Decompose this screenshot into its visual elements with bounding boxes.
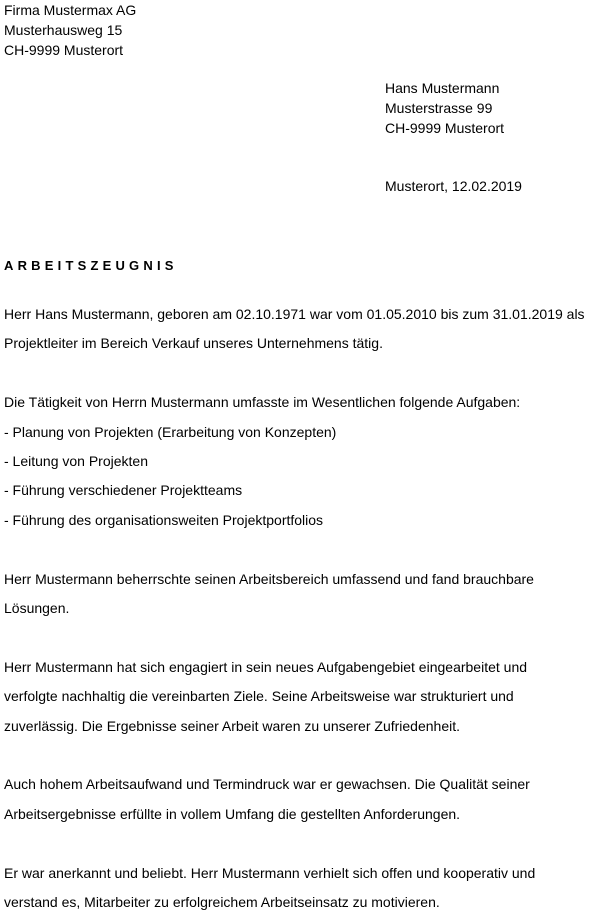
task-item: - Führung verschiedener Projektteams (4, 482, 243, 499)
text-line: Er war anerkannt und beliebt. Herr Mustermann verhielt sich offen und kooperativ und (4, 864, 536, 881)
text-line: Herr Hans Mustermann, geboren am 02.10.1971 war vom 01.05.2010 bis zum 31.01.2019 als (4, 306, 585, 322)
recipient-name: Hans Mustermann (385, 80, 500, 96)
tasks-heading: Die Tätigkeit von Herrn Mustermann umfasste im Wesentlichen folgende Aufgaben: (4, 394, 521, 411)
text-line: zuverlässig. Die Ergebnisse seiner Arbeit waren zu unserer Zufriedenheit. (4, 717, 461, 734)
text-line: verfolgte nachhaltig die vereinbarten Ziele. Seine Arbeitsweise war strukturiert und (4, 688, 514, 705)
text-line: Herr Mustermann beherrschte seinen Arbeitsbereich umfassend und fand brauchbare (4, 570, 534, 587)
sender-address (4, 0, 136, 60)
paragraph-tasks (4, 388, 613, 535)
text-line: Auch hohem Arbeitsaufwand und Termindruck war er gewachsen. Die Qualität seiner (4, 776, 530, 793)
paragraph-conduct (4, 859, 613, 917)
text-line: Arbeitsergebnisse erfüllte in vollem Umfang die gestellten Anforderungen. (4, 805, 461, 822)
task-item: - Planung von Projekten (Erarbeitung von Konzepten) (4, 423, 337, 440)
text-line: Projektleiter im Bereich Verkauf unseres Unternehmens tätig. (4, 335, 383, 352)
document-title: ARBEITSZEUGNIS (4, 258, 178, 273)
sender-company: Firma Mustermax AG (4, 2, 137, 18)
paragraph-resilience (4, 770, 613, 829)
place-date: Musterort, 12.02.2019 (385, 178, 522, 194)
text-line: verstand es, Mitarbeiter zu erfolgreichem Arbeitseinsatz zu motivieren. (4, 894, 440, 911)
task-item: - Leitung von Projekten (4, 453, 148, 470)
sender-city: CH-9999 Musterort (4, 42, 124, 58)
sender-street: Musterhausweg 15 (4, 22, 123, 38)
recipient-city: CH-9999 Musterort (385, 120, 505, 136)
text-line: Herr Mustermann hat sich engagiert in sein neues Aufgabengebiet eingearbeitet und (4, 658, 528, 675)
paragraph-competence (4, 565, 613, 624)
recipient-street: Musterstrasse 99 (385, 100, 493, 116)
text-line: Lösungen. (4, 600, 70, 617)
paragraph-intro (4, 300, 613, 359)
document-body (4, 300, 613, 917)
recipient-address (385, 78, 504, 138)
paragraph-performance (4, 653, 613, 741)
task-item: - Führung des organisationsweiten Projektportfolios (4, 511, 324, 528)
